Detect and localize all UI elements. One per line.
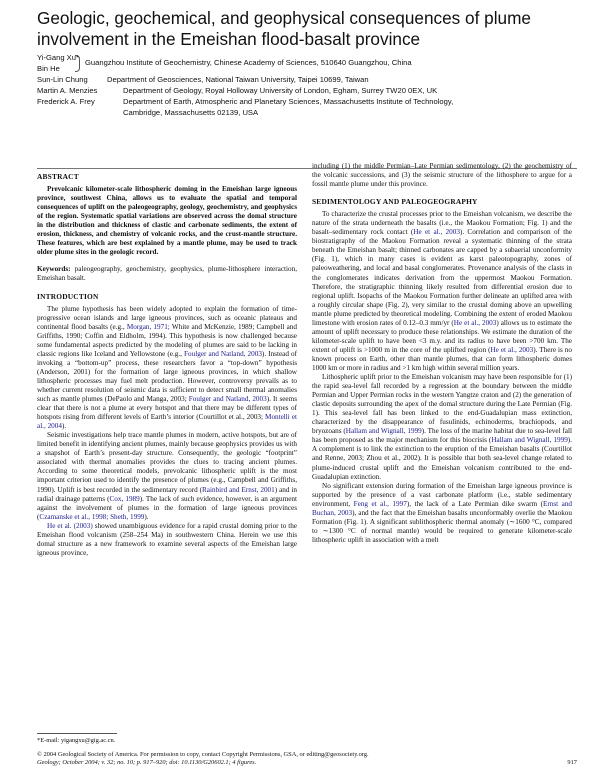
- paragraph: Seismic investigations help trace mantle plumes in modern, active hotspots, but are of limited benefit in identifying ancient plumes, mainly because geophysics provides us with a snapshot of Earth’s present-day structure. Consequently, the geologic “footprint” associated with thermal anomalies provides the clues to tracing ancient plumes. According to some theoretical models, prevolcanic lithospheric uplift is the most important criterion used to identify the presence of plumes (e.g., Campbell and Griffiths, 1990). Uplift is best recorded in the sedimentary record (Rainbird and Ernst, 2001) and in radial drainage patterns (Cox, 1989). The lack of such evidence, however, is an argument against the involvement of plumes in the formation of large igneous provinces (Czamanske et al., 1998; Sheth, 1999).: [37, 431, 297, 521]
- author-affiliation: Department of Geosciences, National Taiwan University, Taipei 10699, Taiwan: [107, 75, 369, 84]
- paragraph: The plume hypothesis has been widely adopted to explain the formation of time-progressive ocean islands and large igneous provinces, such as oceanic plateaus and continental flood basalts (e.g., Morgan, 1971; White and McKenzie, 1989; Campbell and Griffiths, 1990; Coffin and Eldholm, 1994). This hypothesis is now challenged because some fundamental aspects predicted by the modeling of plumes are said to be lacking in classic regions like Iceland and Yellowstone (e.g., Foulger and Natland, 2003). Instead of invoking a “bottom-up” process, these researchers favor a “top-down” hypothesis (Anderson, 2001) for the formation of large igneous provinces, in which shallow lithospheric processes may fuel melt production. However, controversy prevails as to whether current resolution of seismic data is sufficient to detect small thermal anomalies such as mantle plumes (DePaolo and Manga, 2003; Foulger and Natland, 2003). It seems clear that there is not a plume at every hotspot and that there may be different types of hotspots rising from different levels of Earth’s interior (Courtillot et al., 2003; Montelli et al., 2004).: [37, 304, 298, 431]
- copyright-block: [37, 751, 577, 767]
- author-row: [37, 107, 577, 118]
- author-name: Frederick A. Frey: [37, 97, 95, 106]
- author-affiliation: Cambridge, Massachusetts 02139, USA: [123, 108, 259, 117]
- reference-link[interactable]: Hallam and Wignall, 1999: [345, 427, 422, 436]
- reference-link[interactable]: Cox, 1989: [109, 494, 140, 503]
- left-column: [37, 172, 297, 558]
- paragraph: Lithospheric uplift prior to the Emeishan volcanism may have been responsible for (1) the rapid sea-level fall recorded by a regression at the boundary between the middle Permian and Upper Permian rocks in the western Yangtze craton and (2) the generation of clastic deposits surrounding the apex of the domal structure during the Late Permian (Fig. 1). This sea-level fall has been linked to the end-Guadalupian mass extinction, characterized by the disappearance of fusulinids, echinoderms, brachiopods, and bryozoans (Hallam and Wignall, 1999). The loss of the marine habitat due to sea-level fall has been proposed as the major mechanism for this biocrisis (Hallam and Wignall, 1999). A complement is to link the extinction to the eruption of the Emeishan basalts (Courtillot and Renne, 2003; Zhou et al., 2002). It is possible that both sea-level change related to plume-induced crustal uplift and the Emeishan volcanism contributed to the end-Guadalupian extinction.: [312, 373, 572, 481]
- author-name: Sun-Lin Chung: [37, 75, 88, 84]
- author-name: Bin He: [37, 64, 60, 73]
- author-row: [37, 85, 577, 96]
- introduction-heading: INTRODUCTION: [37, 291, 99, 301]
- author-row: [37, 52, 577, 67]
- reference-link[interactable]: Montelli et al., 2004: [37, 413, 298, 431]
- sedimentology-heading: SEDIMENTOLOGY AND PALEOGEOGRAPHY: [312, 197, 478, 207]
- citation-line: Geology; October 2004; v. 32; no. 10; p. 917–920; doi: 10.1130/G20602.1; 4 figures.: [37, 759, 257, 766]
- reference-link[interactable]: Ernst and Buchan, 2003: [312, 499, 573, 517]
- author-row: [37, 74, 577, 85]
- shared-affiliation: Guangzhou Institute of Geochemistry, Chinese Academy of Sciences, 510640 Guangzhou, China: [85, 58, 412, 67]
- keywords: [37, 265, 297, 283]
- author-row: [37, 63, 577, 74]
- title-line-1: Geologic, geochemical, and geophysical consequences of plume: [37, 8, 531, 28]
- author-affiliation: Department of Earth, Atmospheric and Planetary Sciences, Massachusetts Institute of Technology,: [123, 97, 454, 106]
- author-name: Martin A. Menzies: [37, 86, 98, 95]
- paragraph: No significant extension during formation of the Emeishan large igneous province is supported by the presence of a vast carbonate platform (i.e., stable sedimentary environment, Feng et al., 1997), the lack of a Late Permian dike swarm (Ernst and Buchan, 2003), and the fact that the Emeishan basalts unconformably overlie the Maokou Formation (Fig. 1). A significant sublithospheric thermal anomaly (∼1600 °C, compared to ∼1300 °C of normal mantle) would be required to generate kilometer-scale lithospheric uplift in association with a melt: [312, 481, 573, 544]
- reference-link[interactable]: Czamanske et al., 1998; Sheth, 1999: [39, 512, 145, 521]
- page-number: 917: [567, 759, 577, 766]
- reference-link[interactable]: He et al. (2003): [47, 521, 93, 530]
- reference-link[interactable]: He et al., 2003: [413, 228, 460, 237]
- reference-link[interactable]: Foulger and Natland, 2003: [188, 395, 267, 404]
- abstract-heading: ABSTRACT: [37, 172, 79, 181]
- paragraph: He et al. (2003) showed unambiguous evidence for a rapid crustal doming prior to the Emeishan flood volcanism (258–254 Ma) in southwestern China. Herein we use this domal structure as a new framework to examine several aspects of the Emeishan large igneous province,: [37, 521, 297, 557]
- reference-link[interactable]: He et al., 2003: [490, 345, 534, 354]
- author-name: Yi-Gang Xu*: [37, 53, 79, 62]
- author-affiliation: Department of Geology, Royal Holloway University of London, Egham, Surrey TW20 0EX, UK: [123, 86, 438, 95]
- reference-link[interactable]: Rainbird and Ernst, 2001: [202, 485, 275, 494]
- paragraph: including (1) the middle Permian–Late Permian sedimentology, (2) the geochemistry of the volcanic successions, and (3) the seismic structure of the lithosphere to argue for a fossil mantle plume under this province.: [312, 162, 572, 189]
- reference-link[interactable]: He et al., 2003: [453, 318, 497, 327]
- copyright-line: © 2004 Geological Society of America. For permission to copy, contact Copyright Permissions, GSA, or editing@geosociety.org.: [37, 751, 369, 758]
- footnote: *E-mail: yigangxu@gig.ac.cn.: [37, 737, 116, 744]
- footnote-divider: [37, 733, 117, 734]
- paper-title: [37, 8, 577, 50]
- reference-link[interactable]: Hallam and Wignall, 1999: [491, 436, 568, 445]
- reference-link[interactable]: Morgan, 1971;: [126, 322, 170, 331]
- reference-link[interactable]: Feng et al., 1997: [353, 499, 407, 508]
- paragraph: To characterize the crustal processes prior to the Emeishan volcanism, we describe the nature of the strata underneath the basalts (i.e., the Maokou Formation; Fig. 1) and the basalt–sedimentary rock contact (He et al., 2003). Correlation and comparison of the biostratigraphy of the Maokou Formation reveal a systematic thinning of the strata beneath the Emeishan basalt; thinned carbonates are capped by a subaerial unconformity (Fig. 1), which in many cases is evident as karst paleotopography, zones of paleoweathering, and local and basal conglomerates. Provenance analysis of the clasts in the conglomerates indicates derivation from the uppermost Maokou Formation. Therefore, the stratigraphic thinning likely resulted from differential erosion due to regional uplift. Isopachs of the Maokou Formation further delineate an uplifted area with a roughly circular shape (Fig. 2), very similar to the crustal doming above an upwelling mantle plume predicted by theoretical modeling. Combining the extent of eroded Maokou limestone with erosion rates of 0.12–0.3 mm/yr (He et al., 2003) allows us to estimate the amount of uplift necessary to produce these relationships. We estimate the duration of the kilometer-scale uplift to have been <3 m.y. and its radius to have been >700 km. The extent of uplift is >1000 m in the core of the uplifted region (He et al., 2003). There is no known process on Earth, other than mantle plumes, that can form lithospheric domes 1000 km or more in radius and >1 km high within several million years.: [312, 210, 573, 372]
- author-block: [37, 52, 577, 118]
- author-row: [37, 96, 577, 107]
- title-line-2: involvement in the Emeishan flood-basalt province: [37, 29, 421, 49]
- keywords-text: paleogeography, geochemistry, geophysics, plume-lithosphere interaction, Emeishan basalt.: [37, 265, 298, 283]
- right-column: [312, 162, 572, 545]
- abstract-text: Prevolcanic kilometer-scale lithospheric doming in the Emeishan large igneous province, southwest China, allows us to evaluate the spatial and temporal consequences of uplift on the paleogeography, geology, geochemistry, and geophysics of the region. Systematic spatial variations are observed across the domal structure in the distribution and thickness of clastic and carbonate sediments, the extent of erosion, thickness, and chemistry of volcanic rocks, and the crust-mantle structure. These features, which are best explained by a mantle plume, may be used to track older plume sites in the geologic record.: [37, 185, 297, 257]
- reference-link[interactable]: Foulger and Natland, 2003: [184, 349, 262, 358]
- keywords-label: Keywords:: [37, 265, 71, 274]
